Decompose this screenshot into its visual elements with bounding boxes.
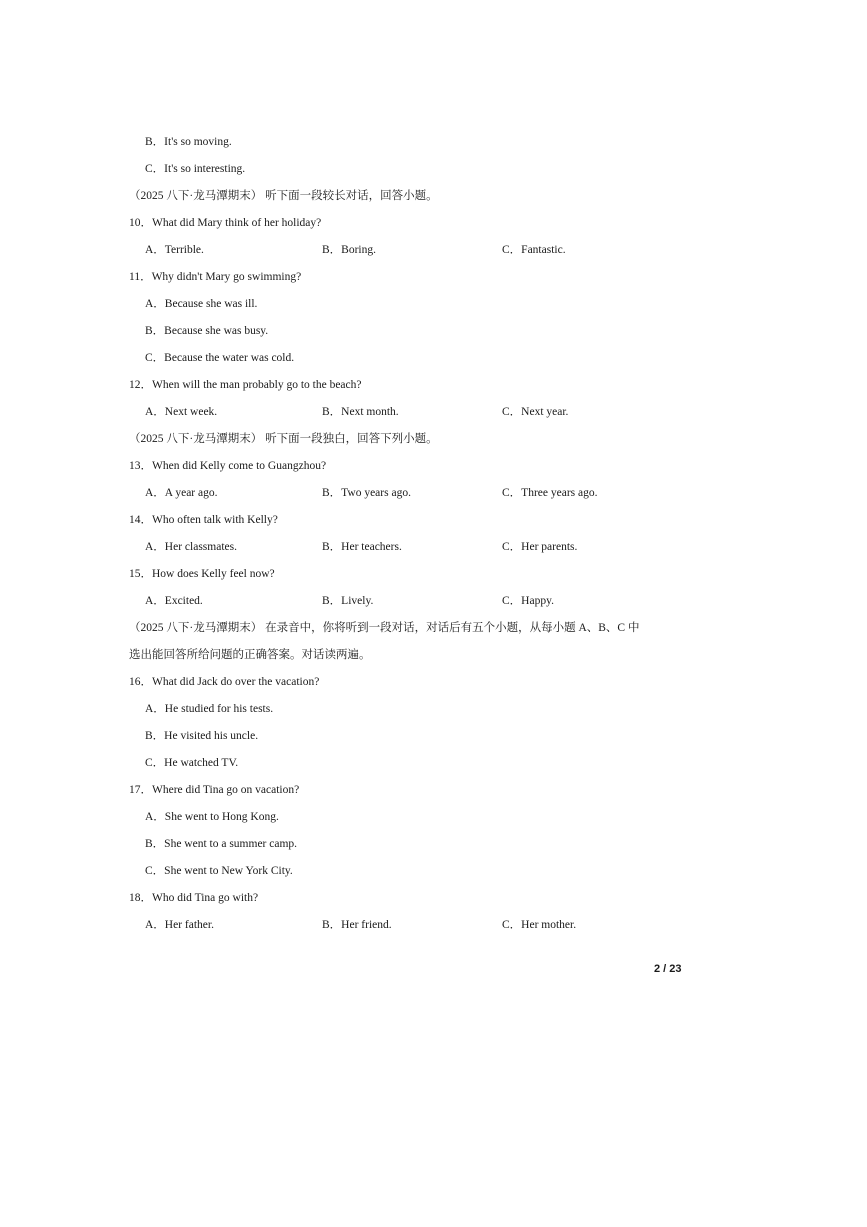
question-18: 18．Who did Tina go with? bbox=[129, 892, 259, 904]
option-c: C．Fantastic. bbox=[502, 244, 566, 256]
option-a: A．She went to Hong Kong. bbox=[145, 811, 279, 823]
option-a: A．Excited. bbox=[145, 595, 203, 607]
option-a: A．Next week. bbox=[145, 406, 218, 418]
question-14: 14．Who often talk with Kelly? bbox=[129, 514, 278, 526]
option-a: A．Her classmates. bbox=[145, 541, 237, 553]
option-a: A．Her father. bbox=[145, 919, 214, 931]
question-17: 17．Where did Tina go on vacation? bbox=[129, 784, 300, 796]
option-b: B．Two years ago. bbox=[322, 487, 411, 499]
section-heading: （2025 八下·龙马潭期末） 在录音中，你将听到一段对话，对话后有五个小题，从每小题 A、B、C 中 bbox=[129, 622, 640, 634]
option-b: B．It's so moving. bbox=[145, 136, 232, 148]
option-c: C．Her parents. bbox=[502, 541, 578, 553]
page-number: 2 / 23 bbox=[654, 963, 682, 975]
question-10: 10．What did Mary think of her holiday? bbox=[129, 217, 322, 229]
option-b: B．She went to a summer camp. bbox=[145, 838, 298, 850]
option-c: C．Happy. bbox=[502, 595, 554, 607]
option-b: B．Lively. bbox=[322, 595, 374, 607]
option-a: A．Because she was ill. bbox=[145, 298, 258, 310]
section-heading: （2025 八下·龙马潭期末） 听下面一段较长对话，回答小题。 bbox=[129, 190, 438, 202]
question-15: 15．How does Kelly feel now? bbox=[129, 568, 275, 580]
option-c: C．Her mother. bbox=[502, 919, 577, 931]
option-c: C．Three years ago. bbox=[502, 487, 598, 499]
option-b: B．Because she was busy. bbox=[145, 325, 269, 337]
option-a: A．Terrible. bbox=[145, 244, 204, 256]
option-b: B．Boring. bbox=[322, 244, 376, 256]
option-a: A．He studied for his tests. bbox=[145, 703, 274, 715]
option-b: B．Her teachers. bbox=[322, 541, 402, 553]
option-b: B．He visited his uncle. bbox=[145, 730, 259, 742]
section-heading: （2025 八下·龙马潭期末） 听下面一段独白，回答下列小题。 bbox=[129, 433, 438, 445]
option-b: B．Next month. bbox=[322, 406, 399, 418]
option-c: C．Because the water was cold. bbox=[145, 352, 295, 364]
option-c: C．Next year. bbox=[502, 406, 569, 418]
option-b: B．Her friend. bbox=[322, 919, 392, 931]
question-13: 13．When did Kelly come to Guangzhou? bbox=[129, 460, 327, 472]
option-c: C．He watched TV. bbox=[145, 757, 239, 769]
option-a: A．A year ago. bbox=[145, 487, 218, 499]
question-11: 11．Why didn't Mary go swimming? bbox=[129, 271, 302, 283]
option-c: C．It's so interesting. bbox=[145, 163, 246, 175]
question-12: 12．When will the man probably go to the beach? bbox=[129, 379, 362, 391]
section-heading-continued: 选出能回答所给问题的正确答案。对话读两遍。 bbox=[129, 649, 371, 661]
question-16: 16．What did Jack do over the vacation? bbox=[129, 676, 320, 688]
option-c: C．She went to New York City. bbox=[145, 865, 293, 877]
